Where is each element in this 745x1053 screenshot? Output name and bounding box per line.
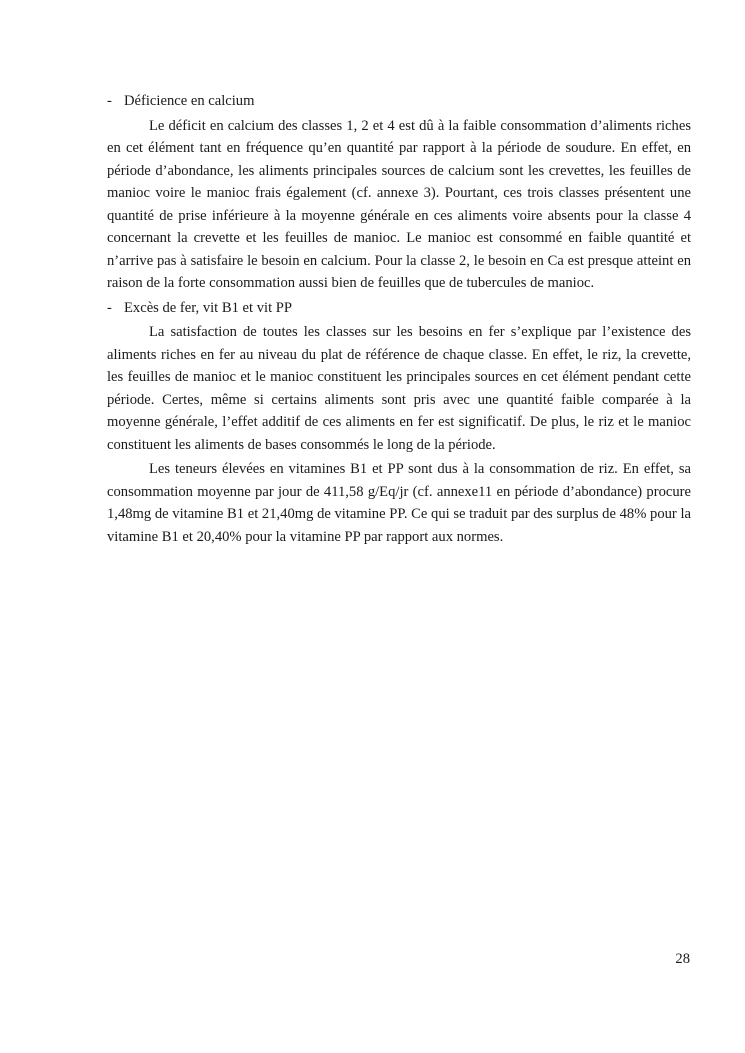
page-number: 28 xyxy=(675,951,690,967)
heading-text: Déficience en calcium xyxy=(124,93,255,109)
section-heading-excess xyxy=(107,297,691,320)
section-heading-calcium xyxy=(107,90,691,113)
document-page xyxy=(107,90,691,548)
paragraph-vitamins: Les teneurs élevées en vitamines B1 et PP sont dus à la consommation de riz. En effet, sa consommation moyenne par jour de 411,58 g/Eq/jr (cf. annexe11 en période d’abondance) procure 1,48mg de vitamine B1 et 21,40mg de vitamine PP. Ce qui se traduit par des surplus de 48% pour la vitamine B1 et 20,40% pour la vitamine PP par rapport aux normes. xyxy=(107,461,691,545)
bullet-dash: - xyxy=(107,93,112,109)
bullet-dash: - xyxy=(107,299,112,316)
heading-text: Excès de fer, vit B1 et vit PP xyxy=(124,299,293,316)
paragraph-iron: La satisfaction de toutes les classes sur les besoins en fer s’explique par l’existence des aliments riches en fer au niveau du plat de référence de chaque classe. En effet, le riz, la crevette, les feuilles de manioc et le manioc constituent les principales sources en cet élément pendant cette période. Certes, même si certains aliments sont pris avec une quantité faible comparée à la moyenne générale, l’effet additif de ces aliments en fer est significatif. De plus, le riz et le manioc constituent les aliments de bases consommés le long de la période. xyxy=(107,324,691,453)
paragraph-calcium: Le déficit en calcium des classes 1, 2 et 4 est dû à la faible consommation d’aliments riches en cet élément tant en fréquence qu’en quantité par rapport à la période de soudure. En effet, en période d’abondance, les aliments principales sources de calcium sont les crevettes, les feuilles de manioc voire le manioc frais également (cf. annexe 3). Pourtant, ces trois classes présentent une quantité de prise inférieure à la moyenne générale en ces aliments voire absents pour la classe 4 concernant la crevette et les feuilles de manioc. Le manioc est consommé en faible quantité et n’arrive pas à satisfaire le besoin en calcium. Pour la classe 2, le besoin en Ca est presque atteint en raison de la forte consommation aussi bien de feuilles que de tubercules de manioc. xyxy=(107,117,691,291)
